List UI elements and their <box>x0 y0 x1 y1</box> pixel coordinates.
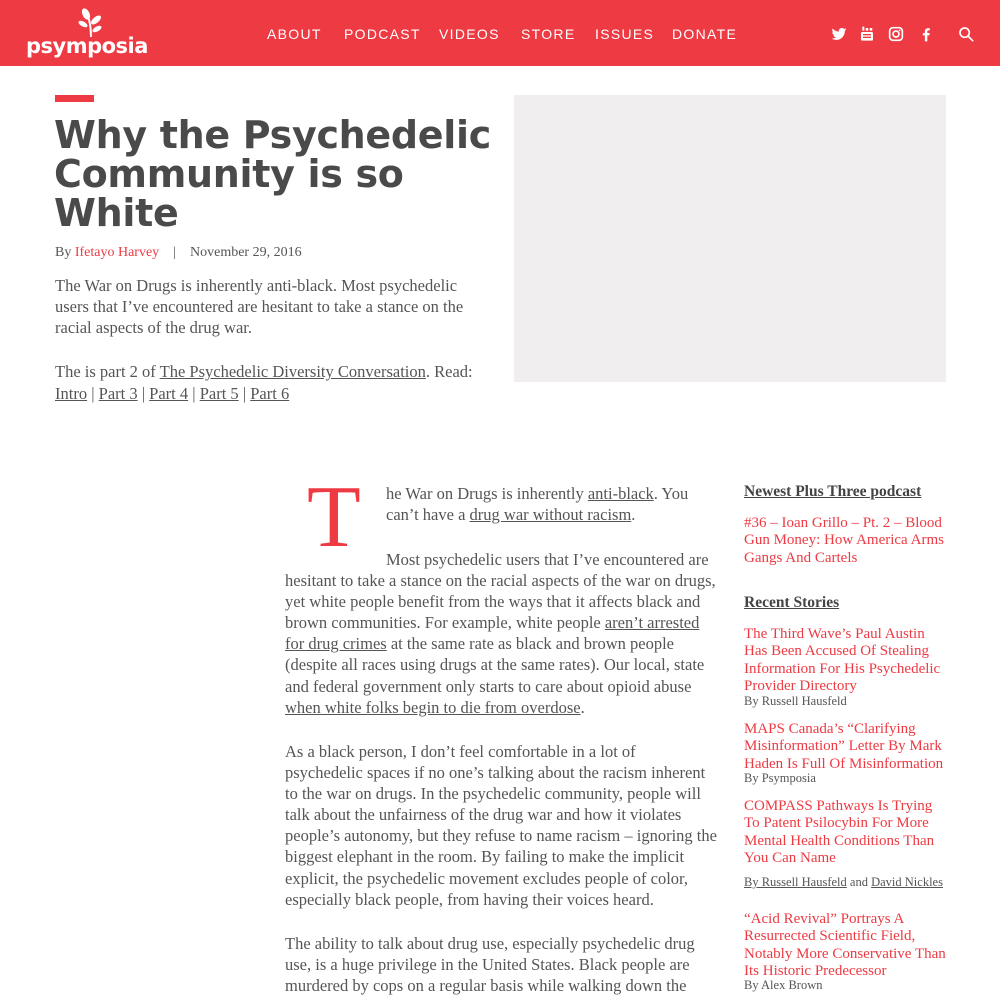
story-link[interactable]: MAPS Canada’s “Clarifying Misinformation” Letter By Mark Haden Is Full Of Misinformation <box>744 721 944 772</box>
series-note <box>55 361 485 404</box>
story-byline <box>744 874 949 892</box>
series-read-label: . Read: <box>425 362 473 381</box>
part-separator: | <box>87 383 99 403</box>
nav-issues[interactable]: ISSUES <box>595 26 655 42</box>
text-run: . <box>580 697 585 717</box>
byline-separator: | <box>173 245 176 260</box>
part-link-5[interactable]: Part 5 <box>199 383 239 403</box>
part-separator: | <box>188 383 200 403</box>
part-separator: | <box>137 383 150 403</box>
article-paragraph-2 <box>285 549 717 718</box>
title-accent-bar <box>55 95 94 102</box>
story-byline: By Psymposia <box>744 771 816 785</box>
byline <box>55 245 302 261</box>
article-paragraph-4: The ability to talk about drug use, especially psychedelic drug use, is a huge privilege in the United States. Black people are murdered by cops on a regular basis while walking down the <box>285 934 695 996</box>
story-link[interactable]: The Third Wave’s Paul Austin Has Been Accused Of Stealing Information For His Psychedelic Provider Directory <box>744 626 941 694</box>
page-title: Why the Psychedelic Community is so White <box>54 113 491 235</box>
instagram-icon[interactable] <box>888 26 904 42</box>
article-excerpt: The War on Drugs is inherently anti-black. Most psychedelic users that I’ve encountered are hesitant to take a stance on the racial aspects of the drug war. <box>55 276 464 337</box>
text-run: he War on Drugs is inherently <box>386 484 588 503</box>
arrest-rates-link[interactable]: aren’t arrested for drug crimes <box>285 613 700 654</box>
youtube-icon[interactable] <box>859 26 875 42</box>
logo-text: psymposia <box>26 34 148 58</box>
series-link[interactable]: The Psychedelic Diversity Conversation <box>159 362 426 381</box>
facebook-icon[interactable] <box>918 26 934 42</box>
part-link-3[interactable]: Part 3 <box>98 383 138 403</box>
article-paragraph-3: As a black person, I don’t feel comfortable in a lot of psychedelic spaces if no one’s talking about the racism inherent to the war on drugs. In the psychedelic community, people will talk about the unfairness of the drug war and how it violates people’s autonomy, but they refuse to name racism – ignoring the biggest elephant in the room. By failing to make the implicit explicit, the psychedelic movement excludes people of color, especially black people, from having their voices heard. <box>285 742 717 909</box>
recent-stories-heading[interactable]: Recent Stories <box>744 594 840 611</box>
by-label: By <box>55 245 72 260</box>
story-byline: By Russell Hausfeld <box>744 694 847 708</box>
and-text: and <box>846 875 872 889</box>
article-paragraph-1 <box>386 483 716 525</box>
hero-image-placeholder <box>514 95 946 382</box>
anti-black-link[interactable]: anti-black <box>587 484 654 503</box>
podcast-heading[interactable]: Newest Plus Three podcast <box>744 483 922 500</box>
story-link[interactable]: COMPASS Pathways Is Trying To Patent Psilocybin For More Mental Health Conditions Than You Can Name <box>744 798 935 866</box>
part-link-intro[interactable]: Intro <box>55 383 88 403</box>
text-run: Most psychedelic users that I’ve encountered are hesitant to take a stance on the racial aspects of the war on drugs, yet white people benefit from the ways that it affects black and brown communities. For example, white people <box>285 550 716 633</box>
podcast-episode-link[interactable]: #36 – Ioan Grillo – Pt. 2 – Blood Gun Money: How America Arms Gangs And Cartels <box>744 515 944 566</box>
coauthor-link[interactable]: David Nickles <box>871 875 943 889</box>
overdose-link[interactable]: when white folks begin to die from overdose <box>285 697 581 717</box>
drop-cap: T <box>307 469 361 566</box>
drug-war-racism-link[interactable]: drug war without racism <box>469 505 632 525</box>
twitter-icon[interactable] <box>831 26 847 42</box>
site-logo[interactable] <box>26 8 148 60</box>
part-separator: | <box>238 383 251 403</box>
nav-about[interactable]: ABOUT <box>267 26 322 42</box>
text-run: at the same rate as black and brown people (despite all races using drugs at the same rates). Our local, state and federal government only starts to care about opioid abuse <box>285 634 705 696</box>
story-link[interactable]: “Acid Revival” Portrays A Resurrected Scientific Field, Notably More Conservative Than Its Historic Predecessor <box>744 911 946 979</box>
part-link-4[interactable]: Part 4 <box>149 383 189 403</box>
publish-date: November 29, 2016 <box>190 245 302 260</box>
part-link-6[interactable]: Part 6 <box>250 383 290 403</box>
search-icon[interactable] <box>958 26 974 42</box>
text-run: . You can’t have a <box>386 484 689 525</box>
nav-store[interactable]: STORE <box>521 26 576 42</box>
text-run: . <box>631 505 636 525</box>
coauthor-link[interactable]: By Russell Hausfeld <box>744 875 847 889</box>
series-prefix: The is part 2 of <box>55 362 160 381</box>
site-header <box>0 0 1000 66</box>
nav-videos[interactable]: VIDEOS <box>439 26 500 42</box>
story-byline: By Alex Brown <box>744 978 823 992</box>
author-link[interactable]: Ifetayo Harvey <box>74 245 160 260</box>
nav-donate[interactable]: DONATE <box>672 26 738 42</box>
nav-podcast[interactable]: PODCAST <box>344 26 421 42</box>
